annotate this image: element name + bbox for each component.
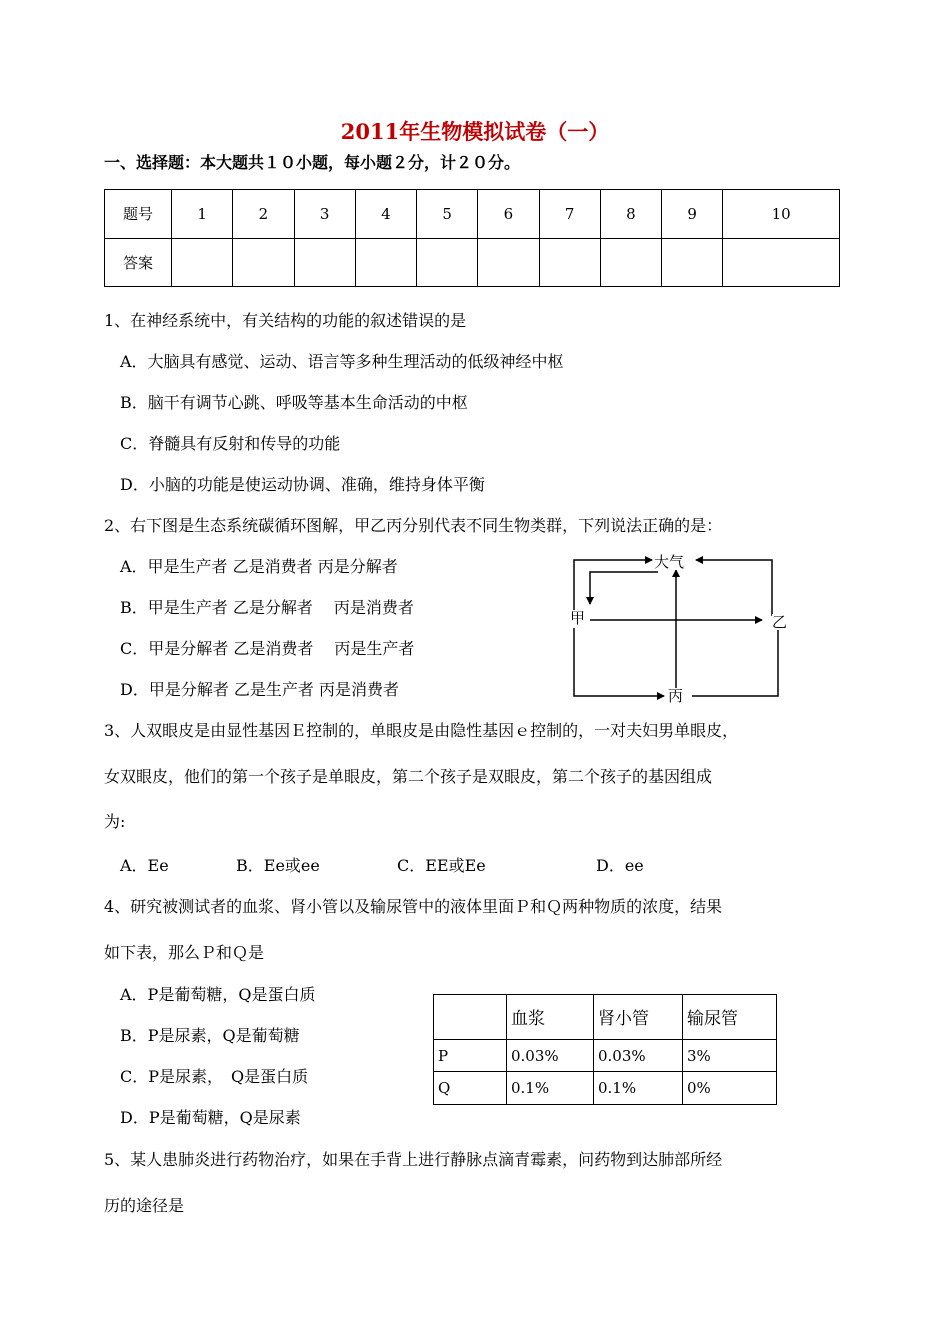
question-number: 1 bbox=[172, 190, 233, 239]
answer-cell[interactable] bbox=[478, 238, 539, 287]
concentration-row-p bbox=[434, 1039, 777, 1072]
question-5-line-2: 历的途径是 bbox=[104, 1196, 185, 1215]
section-heading: 一、选择题：本大题共１０小题，每小题２分，计２０分。 bbox=[104, 153, 521, 172]
concentration-row-q bbox=[434, 1072, 777, 1105]
answer-cell[interactable] bbox=[723, 238, 840, 287]
question-3-option-d: D．ee bbox=[596, 856, 644, 875]
question-4-option-c: C．P是尿素， Q是蛋白质 bbox=[120, 1067, 309, 1086]
table-cell: 3% bbox=[683, 1039, 777, 1072]
answer-cell[interactable] bbox=[355, 238, 416, 287]
table-header-cell bbox=[434, 995, 507, 1040]
answer-table bbox=[104, 189, 840, 287]
question-3-option-b: B．Ee或ee bbox=[236, 856, 320, 875]
answer-cell[interactable] bbox=[539, 238, 600, 287]
diagram-label-atmosphere: 大气 bbox=[654, 553, 685, 571]
question-1-option-a: A．大脑具有感觉、运动、语言等多种生理活动的低级神经中枢 bbox=[120, 352, 564, 371]
question-number: 9 bbox=[662, 190, 723, 239]
question-1-option-c: C．脊髓具有反射和传导的功能 bbox=[120, 434, 341, 453]
answer-cell[interactable] bbox=[600, 238, 661, 287]
answer-cell[interactable] bbox=[417, 238, 478, 287]
question-number: 5 bbox=[417, 190, 478, 239]
page-title: 2011年生物模拟试卷（一） bbox=[340, 119, 610, 144]
question-4-line-1: 4、研究被测试者的血浆、肾小管以及输尿管中的液体里面Ｐ和Ｑ两种物质的浓度，结果 bbox=[104, 897, 723, 916]
diagram-label-bing: 丙 bbox=[668, 687, 684, 705]
question-4-line-2: 如下表，那么Ｐ和Ｑ是 bbox=[104, 943, 265, 962]
table-header-cell: 肾小管 bbox=[594, 995, 683, 1040]
question-number: 4 bbox=[355, 190, 416, 239]
table-cell: 0.1% bbox=[507, 1072, 594, 1105]
row-label: 答案 bbox=[105, 238, 172, 287]
question-4-option-d: D．P是葡萄糖，Q是尿素 bbox=[120, 1108, 301, 1127]
question-number: 7 bbox=[539, 190, 600, 239]
question-number: 2 bbox=[233, 190, 294, 239]
question-1-option-b: B．脑干有调节心跳、呼吸等基本生命活动的中枢 bbox=[120, 393, 468, 412]
question-1-option-d: D．小脑的功能是使运动协调、准确，维持身体平衡 bbox=[120, 475, 485, 494]
concentration-header-row bbox=[434, 995, 777, 1040]
table-cell: Q bbox=[434, 1072, 507, 1105]
question-3-line-3: 为: bbox=[104, 812, 126, 831]
question-4-option-a: A．P是葡萄糖，Q是蛋白质 bbox=[120, 985, 316, 1004]
question-2-option-b: B．甲是生产者 乙是分解者 丙是消费者 bbox=[120, 598, 414, 617]
table-cell: 0.1% bbox=[594, 1072, 683, 1105]
question-2-option-d: D．甲是分解者 乙是生产者 丙是消费者 bbox=[120, 680, 400, 699]
question-number: 6 bbox=[478, 190, 539, 239]
table-header-cell: 输尿管 bbox=[683, 995, 777, 1040]
question-2-option-a: A．甲是生产者 乙是消费者 丙是分解者 bbox=[120, 557, 398, 576]
question-1-stem: 1、在神经系统中，有关结构的功能的叙述错误的是 bbox=[104, 311, 467, 330]
question-2-option-c: C．甲是分解者 乙是消费者 丙是生产者 bbox=[120, 639, 415, 658]
question-number: 8 bbox=[600, 190, 661, 239]
question-number: 10 bbox=[723, 190, 840, 239]
table-cell: P bbox=[434, 1039, 507, 1072]
table-cell: 0.03% bbox=[594, 1039, 683, 1072]
carbon-cycle-diagram bbox=[568, 552, 788, 705]
question-2-stem: 2、右下图是生态系统碳循环图解，甲乙丙分别代表不同生物类群，下列说法正确的是： bbox=[104, 516, 723, 535]
carbon-cycle-arrows bbox=[568, 552, 788, 705]
table-header-cell: 血浆 bbox=[507, 995, 594, 1040]
answer-table-number-row bbox=[105, 190, 840, 239]
answer-table-answer-row bbox=[105, 238, 840, 287]
diagram-label-jia: 甲 bbox=[570, 609, 586, 627]
question-3-line-2: 女双眼皮，他们的第一个孩子是单眼皮，第二个孩子是双眼皮，第二个孩子的基因组成 bbox=[104, 767, 713, 786]
table-cell: 0% bbox=[683, 1072, 777, 1105]
question-3-option-c: C．EE或Ee bbox=[397, 856, 486, 875]
question-3-option-a: A．Ee bbox=[120, 856, 169, 875]
concentration-table bbox=[433, 994, 777, 1105]
answer-cell[interactable] bbox=[233, 238, 294, 287]
answer-cell[interactable] bbox=[662, 238, 723, 287]
question-5-line-1: 5、某人患肺炎进行药物治疗，如果在手背上进行静脉点滴青霉素，问药物到达肺部所经 bbox=[104, 1150, 723, 1169]
table-cell: 0.03% bbox=[507, 1039, 594, 1072]
answer-cell[interactable] bbox=[294, 238, 355, 287]
answer-cell[interactable] bbox=[172, 238, 233, 287]
row-label: 题号 bbox=[105, 190, 172, 239]
question-4-option-b: B．P是尿素，Q是葡萄糖 bbox=[120, 1026, 300, 1045]
question-number: 3 bbox=[294, 190, 355, 239]
question-3-line-1: 3、人双眼皮是由显性基因Ｅ控制的，单眼皮是由隐性基因ｅ控制的，一对夫妇男单眼皮， bbox=[104, 721, 739, 740]
diagram-label-yi: 乙 bbox=[772, 613, 788, 631]
